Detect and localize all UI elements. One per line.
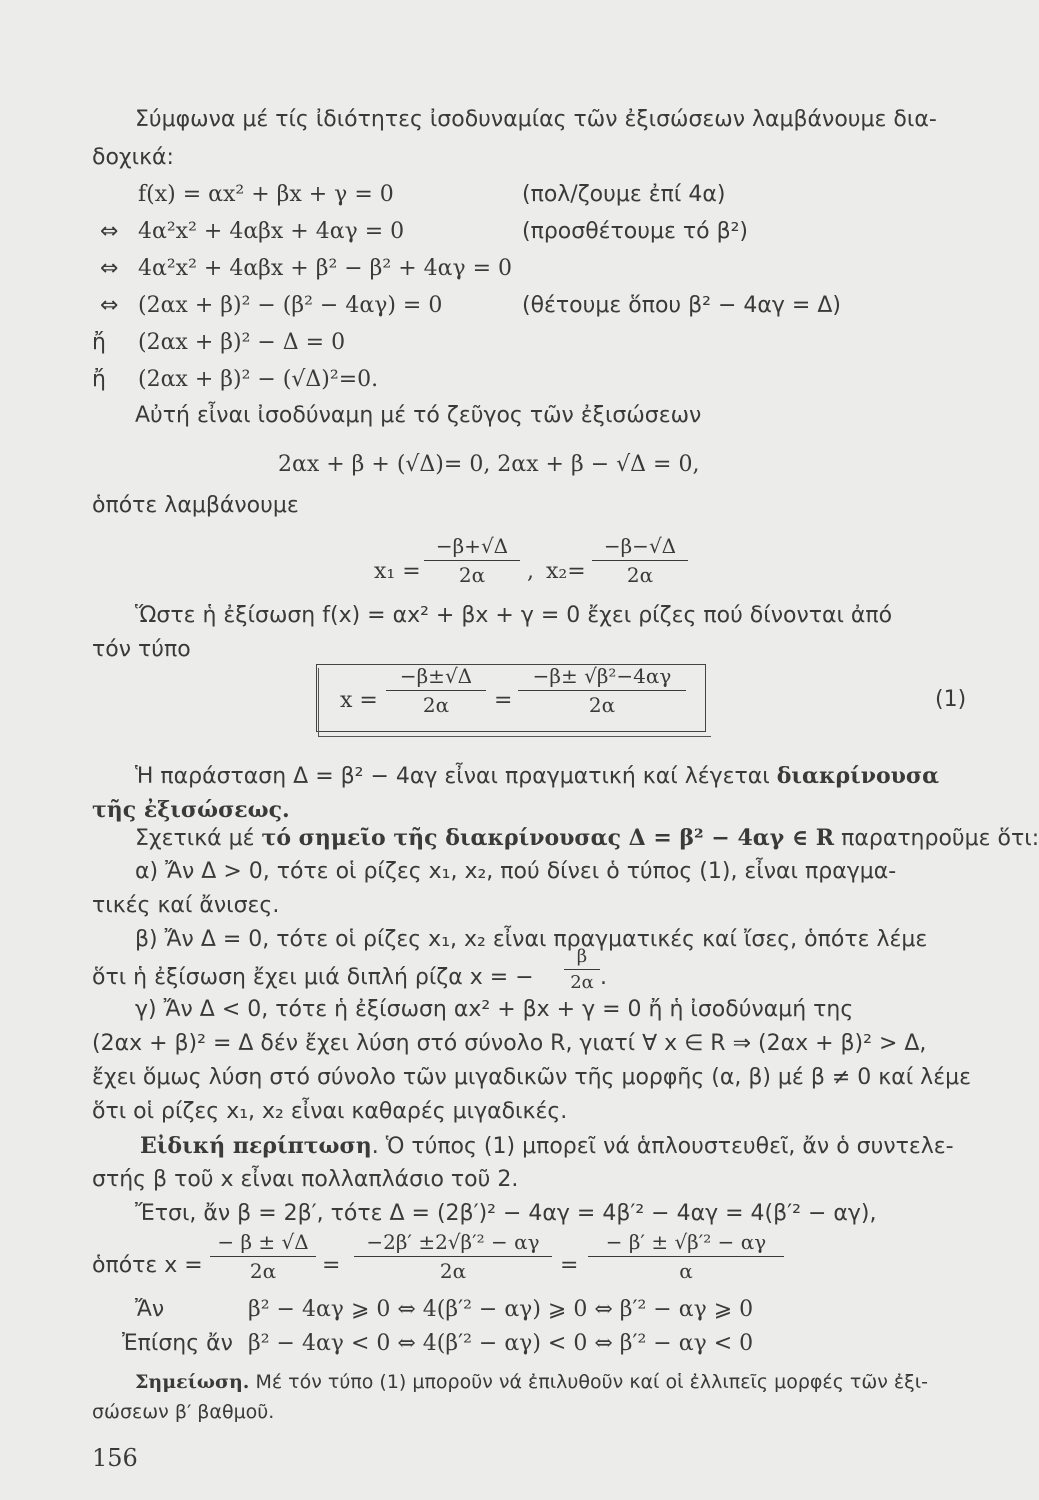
equals-sign: = [560,1253,579,1278]
note-label: Σημείωση. [135,1371,250,1393]
root-x1-label: x₁ = [374,559,421,584]
equation-line: 4α²x² + 4αβx + 4αγ = 0 [138,219,405,244]
equivalence-symbol: ⇔ [100,219,119,244]
equation-line: f(x) = αx² + βx + γ = 0 [138,182,394,207]
condition-label: Ἄν [135,1297,165,1322]
text-line [135,824,1039,853]
fraction-numerator: − β ± √Δ [210,1230,316,1257]
root-x2-label: x₂= [546,559,586,584]
equation-line: 4α²x² + 4αβx + β² − β² + 4αγ = 0 [138,256,513,281]
formula-fraction-2 [518,664,686,717]
formula-x-label: x = [340,688,378,713]
fraction-numerator: −β± √β²−4αγ [518,664,686,691]
equivalence-symbol: ⇔ [100,293,119,318]
text-line [135,762,939,791]
equation-number: (1) [935,687,967,712]
text-line: (2αx + β)² = Δ δέν ἔχει λύση στό σύνολο R, γιατί ∀ x ∈ R ⇒ (2αx + β)² > Δ, [92,1031,927,1056]
equation-line: 2αx + β + (√Δ)= 0, 2αx + β − √Δ = 0, [278,452,700,477]
text-line: τικές καί ἄνισες. [92,893,280,918]
text-line: Αὐτή εἶναι ἰσοδύναμη μέ τό ζεῦγος τῶν ἐξισώσεων [135,403,702,428]
note-line: σώσεων β′ βαθμοῦ. [92,1401,275,1423]
page-number: 156 [92,1444,138,1472]
equation-line: (2αx + β)² − Δ = 0 [138,330,346,355]
fraction-denominator: 2α [422,693,450,717]
condition-line: β² − 4αγ < 0 ⇔ 4(β′² − αγ) < 0 ⇔ β′² − αγ < 0 [248,1331,754,1356]
fraction-numerator: −β±√Δ [386,664,486,691]
fraction-denominator: 2α [588,693,616,717]
text-line [140,1132,954,1161]
simplified-fraction-1 [210,1230,316,1283]
equation-line: (2αx + β)² − (β² − 4αγ) = 0 [138,293,443,318]
note-line [135,1368,928,1396]
fraction-denominator: α [679,1259,693,1283]
or-label: ἤ [92,367,106,392]
fraction-numerator: −2β′ ±2√β′² − αγ [354,1230,552,1257]
equivalence-symbol: ⇔ [100,256,119,281]
fraction-denominator: 2α [439,1259,467,1283]
equation-comment: (πολ/ζουμε ἐπί 4α) [522,182,726,207]
root-x2-fraction [592,534,688,587]
condition-label: Ἐπίσης ἄν [122,1331,233,1356]
text-line: Ὥστε ἡ ἐξίσωση f(x) = αx² + βx + γ = 0 ἔχει ρίζες πού δίνονται ἀπό [135,603,893,628]
text-line: ἔχει ὅμως λύση στό σύνολο τῶν μιγαδικῶν τῆς μορφῆς (α, β) μέ β ≠ 0 καί λέμε [92,1065,971,1090]
text-line: α) Ἄν Δ > 0, τότε οἱ ρίζες x₁, x₂, πού δίνει ὁ τύπος (1), εἶναι πραγμα- [135,859,897,884]
fraction-denominator: 2α [626,563,654,587]
comma: , [527,559,534,584]
text-span: Μέ τόν τύπο (1) μποροῦν νά ἐπιλυθοῦν καί οἱ ἐλλιπεῖς μορφές τῶν ἐξι- [249,1371,929,1393]
text-line: ὁπότε λαμβάνουμε [92,493,299,518]
text-line: Ἔτσι, ἄν β = 2β′, τότε Δ = (2β′)² − 4αγ = 4β′² − 4αγ = 4(β′² − αγ), [135,1201,877,1226]
formula-fraction-1 [386,664,486,717]
term-bold: τό σημεῖο τῆς διακρίνουσας Δ = β² − 4αγ ∈ R [261,825,835,851]
text-span: παρατηροῦμε ὅτι: [834,826,1039,851]
text-line: στής β τοῦ x εἶναι πολλαπλάσιο τοῦ 2. [92,1167,519,1192]
equation-comment: (θέτουμε ὅπου β² − 4αγ = Δ) [522,293,841,318]
special-case-heading: Εἰδική περίπτωση [140,1133,372,1159]
text-line: τόν τύπο [92,637,191,662]
term-bold: διακρίνουσα [776,763,940,789]
fraction-denominator: 2α [458,563,486,587]
period: . [600,965,607,990]
text-line: ὅτι οἱ ρίζες x₁, x₂ εἶναι καθαρές μιγαδικές. [92,1099,568,1124]
text-line: ὁπότε x = [92,1253,203,1278]
text-line: β) Ἄν Δ = 0, τότε οἱ ρίζες x₁, x₂ εἶναι πραγματικές καί ἴσες, ὁπότε λέμε [135,927,928,952]
fraction-denominator: 2α [249,1259,277,1283]
or-label: ἤ [92,330,106,355]
fraction-numerator: − β′ ± √β′² − αγ [588,1230,784,1257]
text-line: ὅτι ἡ ἐξίσωση ἔχει μιά διπλή ρίζα x = − [92,965,534,990]
equals-sign: = [322,1253,341,1278]
fraction-numerator: β [564,946,600,970]
text-span: Σχετικά μέ [135,826,262,851]
root-x1-fraction [424,534,520,587]
equals-sign: = [494,688,513,713]
text-line: δοχικά: [92,145,174,170]
equation-comment: (προσθέτουμε τό β²) [522,219,749,244]
term-bold-line: τῆς ἐξισώσεως. [92,797,290,823]
fraction-numerator: −β+√Δ [424,534,520,561]
text-line: γ) Ἄν Δ < 0, τότε ἡ ἐξίσωση αx² + βx + γ = 0 ἤ ἡ ἰσοδύναμή της [135,997,854,1022]
fraction-numerator: −β−√Δ [592,534,688,561]
fraction-denominator: 2α [570,972,594,993]
text-span: . Ὁ τύπος (1) μπορεῖ νά ἁπλουστευθεῖ, ἄν ὁ συντελε- [371,1134,954,1159]
text-line: Σύμφωνα μέ τίς ἰδιότητες ἰσοδυναμίας τῶν ἐξισώσεων λαμβάνουμε δια- [135,107,937,132]
simplified-fraction-3 [588,1230,784,1283]
condition-line: β² − 4αγ ⩾ 0 ⇔ 4(β′² − αγ) ⩾ 0 ⇔ β′² − αγ ⩾ 0 [248,1297,754,1322]
simplified-fraction-2 [354,1230,552,1283]
double-root-fraction [564,946,600,993]
equation-line: (2αx + β)² − (√Δ)²=0. [138,367,379,392]
text-span: Ἡ παράσταση Δ = β² − 4αγ εἶναι πραγματική καί λέγεται [135,764,777,789]
